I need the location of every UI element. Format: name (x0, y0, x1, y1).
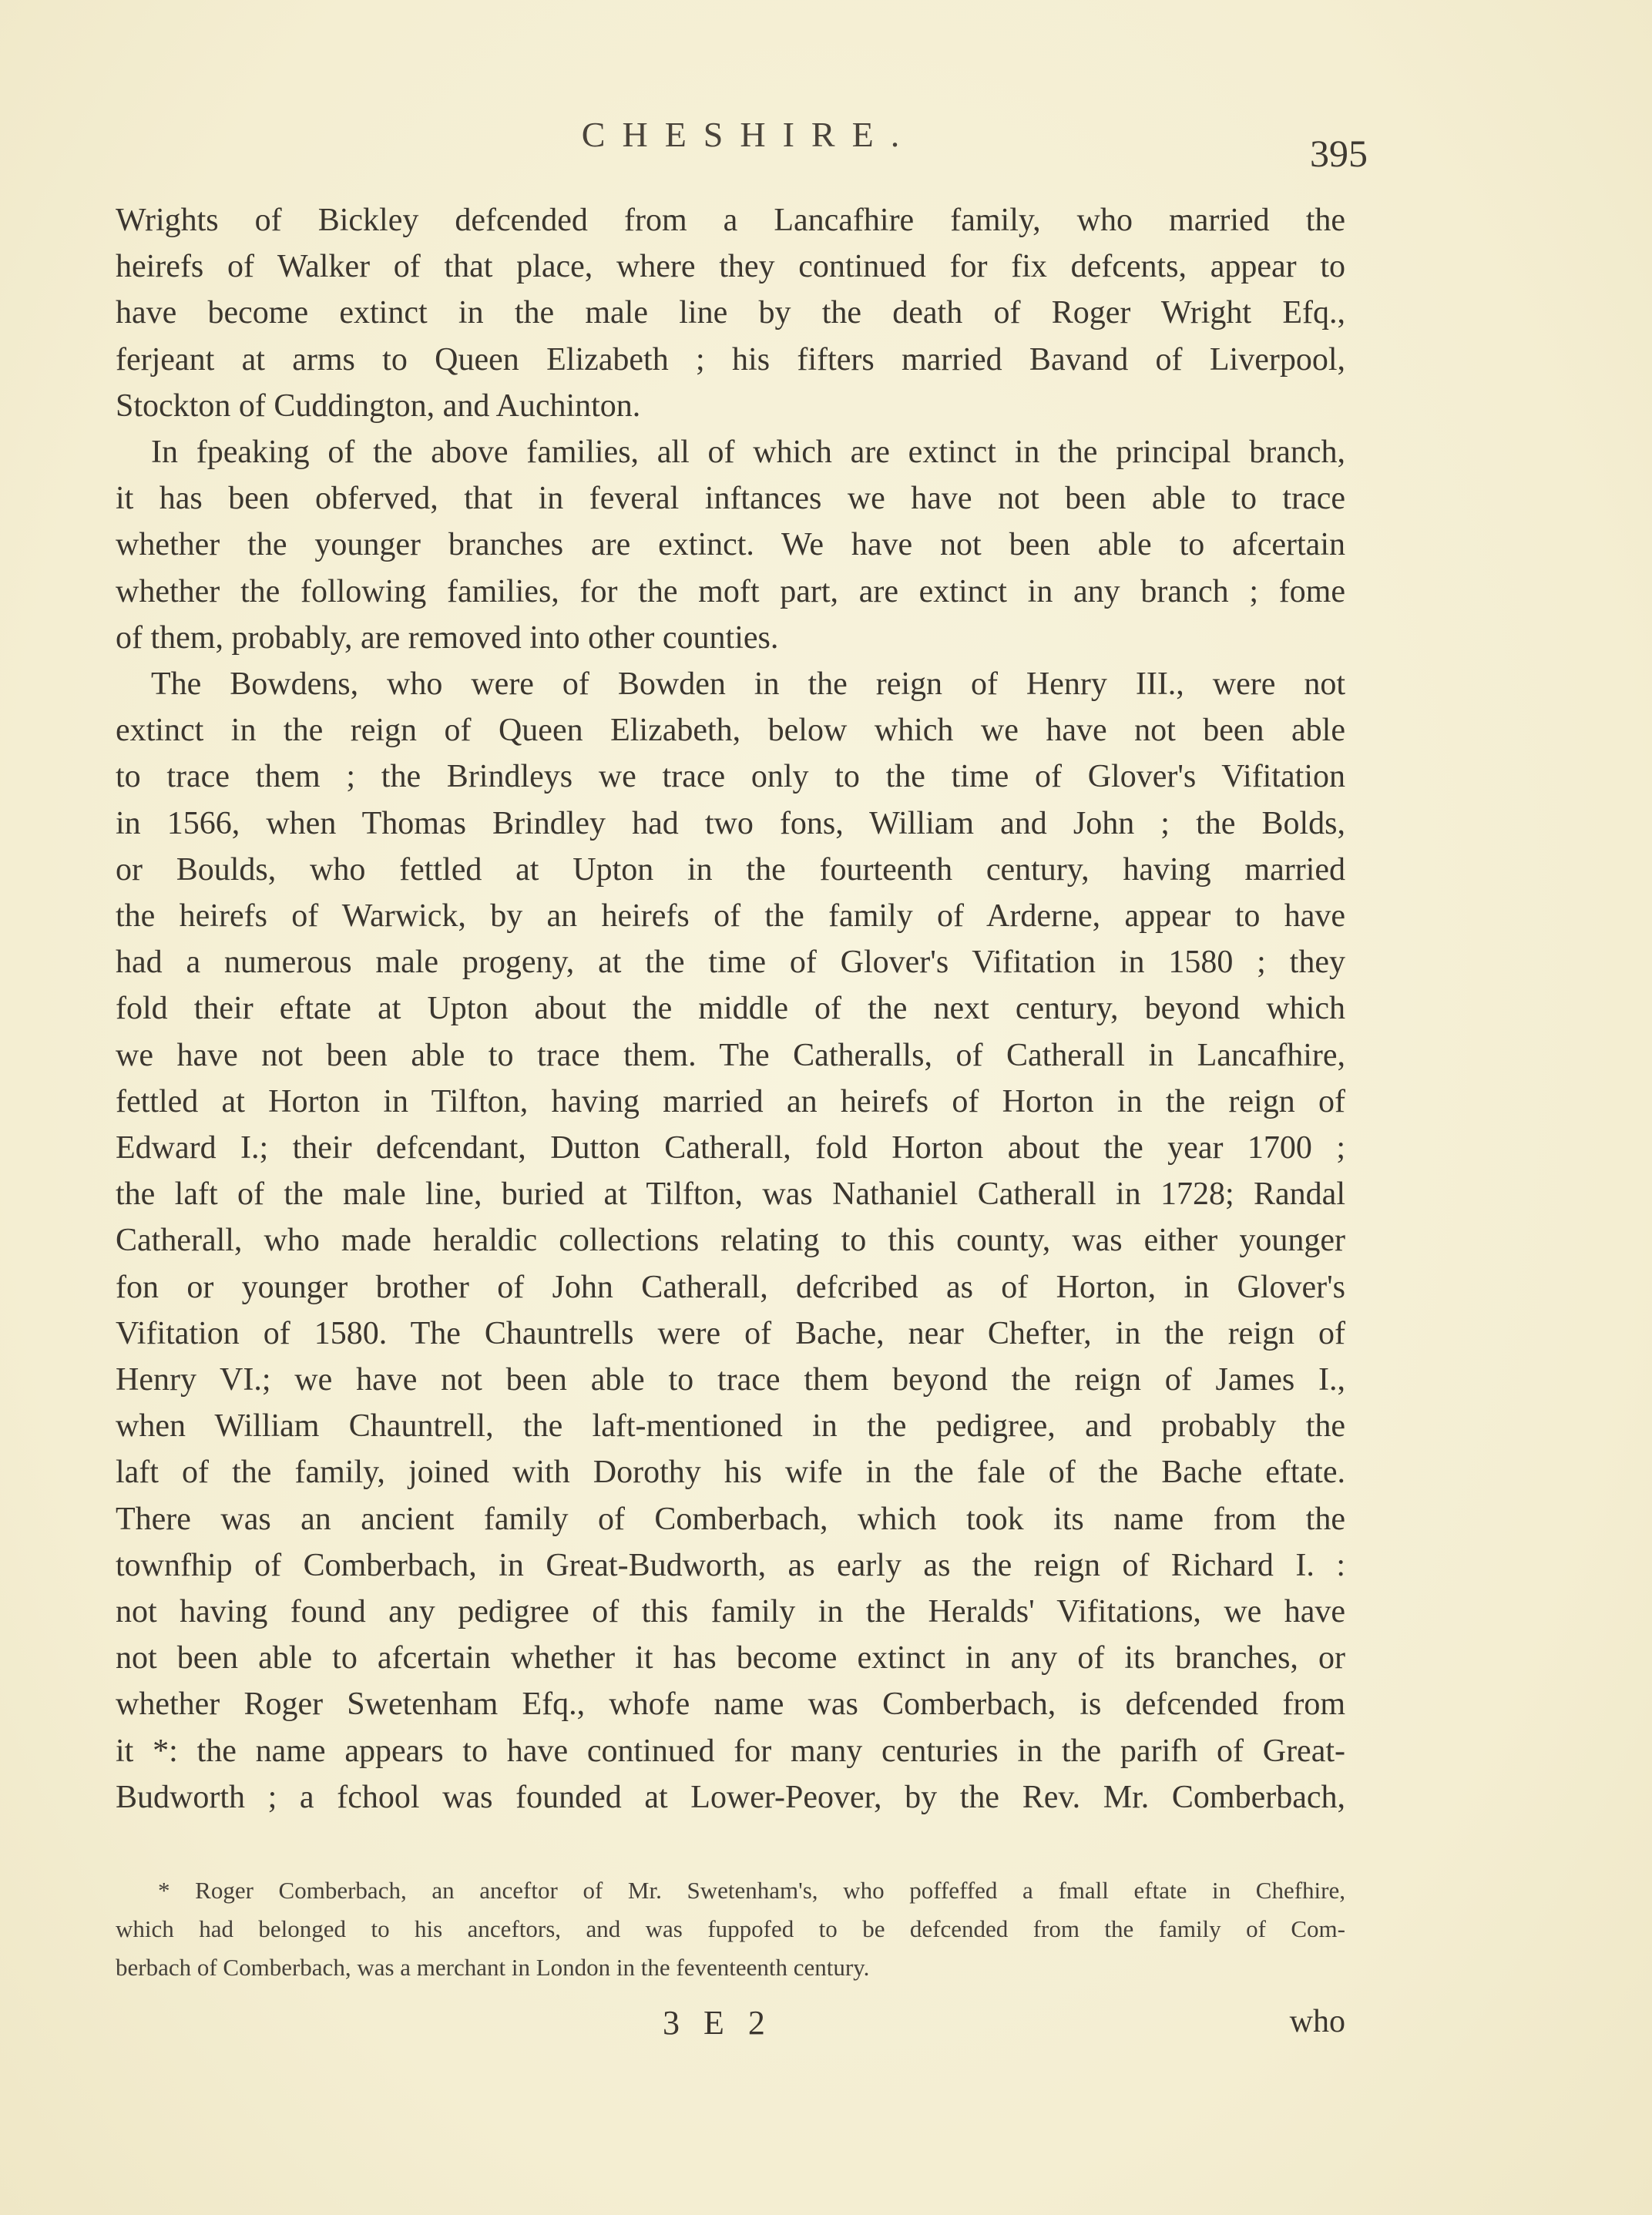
text-line: it *: the name appears to have continued for many centuries in the parifh of Great- (116, 1733, 1345, 1769)
text-line: when William Chauntrell, the laft-mentioned in the pedigree, and probably the (116, 1408, 1345, 1445)
catchword: who (1289, 2004, 1345, 2039)
text-line: it has been obferved, that in feveral inftances we have not been able to trace (116, 481, 1345, 517)
text-line: the heirefs of Warwick, by an heirefs of the family of Arderne, appear to have (116, 898, 1345, 934)
text-line: have become extinct in the male line by the death of Roger Wright Efq., (116, 295, 1345, 331)
text-line: townfhip of Comberbach, in Great-Budworth, as early as the reign of Richard I. : (116, 1547, 1345, 1583)
text-line: had a numerous male progeny, at the time of Glover's Vifitation in 1580 ; they (116, 945, 1345, 981)
running-head: CHESHIRE. (581, 115, 917, 154)
text-line: of them, probably, are removed into other counties. (116, 619, 779, 656)
text-line: Stockton of Cuddington, and Auchinton. (116, 388, 641, 424)
text-line: or Boulds, who fettled at Upton in the fourteenth century, having married (116, 851, 1345, 888)
text-line: not been able to afcertain whether it has become extinct in any of its branches, or (116, 1640, 1345, 1676)
printer-signature: 3 E 2 (663, 2004, 773, 2042)
text-line: whether Roger Swetenham Efq., whofe name was Comberbach, is defcended from (116, 1686, 1345, 1723)
footnote-line: * Roger Comberbach, an anceftor of Mr. Swetenham's, who poffeffed a fmall eftate in Chefhire, (158, 1877, 1345, 1904)
text-line: There was an ancient family of Comberbach, which took its name from the (116, 1501, 1345, 1537)
text-line: fettled at Horton in Tilfton, having married an heirefs of Horton in the reign of (116, 1083, 1345, 1119)
text-line: In fpeaking of the above families, all of which are extinct in the principal branch, (151, 435, 1345, 470)
text-line: extinct in the reign of Queen Elizabeth, below which we have not been able (116, 713, 1345, 749)
text-line: whether the following families, for the moft part, are extinct in any branch ; fome (116, 573, 1345, 609)
text-line: Wrights of Bickley defcended from a Lancafhire family, who married the (116, 203, 1345, 238)
text-line: not having found any pedigree of this family in the Heralds' Vifitations, we have (116, 1594, 1345, 1629)
text-line: Catherall, who made heraldic collections relating to this county, was either younger (116, 1223, 1345, 1259)
text-line: ferjeant at arms to Queen Elizabeth ; his fifters married Bavand of Liverpool, (116, 341, 1345, 378)
text-line: Vifitation of 1580. The Chauntrells were of Bache, near Chefter, in the reign of (116, 1315, 1345, 1351)
text-line: to trace them ; the Brindleys we trace only to the time of Glover's Vifitation (116, 759, 1345, 795)
text-line: whether the younger branches are extinct. We have not been able to afcertain (116, 527, 1345, 563)
text-line: heirefs of Walker of that place, where they continued for fix defcents, appear to (116, 249, 1345, 285)
text-line: in 1566, when Thomas Brindley had two fons, William and John ; the Bolds, (116, 805, 1345, 841)
text-line: fold their eftate at Upton about the middle of the next century, beyond which (116, 991, 1345, 1027)
text-line: Henry VI.; we have not been able to trace them beyond the reign of James I., (116, 1362, 1345, 1398)
text-line: we have not been able to trace them. The Catheralls, of Catherall in Lancafhire, (116, 1037, 1345, 1073)
text-line: Edward I.; their defcendant, Dutton Catherall, fold Horton about the year 1700 ; (116, 1130, 1345, 1166)
text-line: The Bowdens, who were of Bowden in the reign of Henry III., were not (151, 666, 1345, 702)
page-number: 395 (1310, 132, 1368, 175)
text-line: fon or younger brother of John Catherall, defcribed as of Horton, in Glover's (116, 1269, 1345, 1305)
footnote-line: which had belonged to his anceftors, and was fuppofed to be defcended from the family of Com- (116, 1915, 1345, 1942)
text-line: laft of the family, joined with Dorothy his wife in the fale of the Bache eftate. (116, 1455, 1345, 1491)
text-line: Budworth ; a fchool was founded at Lower-Peover, by the Rev. Mr. Comberbach, (116, 1779, 1345, 1815)
text-line: the laft of the male line, buried at Tilfton, was Nathaniel Catherall in 1728; Randal (116, 1176, 1345, 1213)
footnote-line: berbach of Comberbach, was a merchant in London in the feventeenth century. (116, 1954, 870, 1981)
